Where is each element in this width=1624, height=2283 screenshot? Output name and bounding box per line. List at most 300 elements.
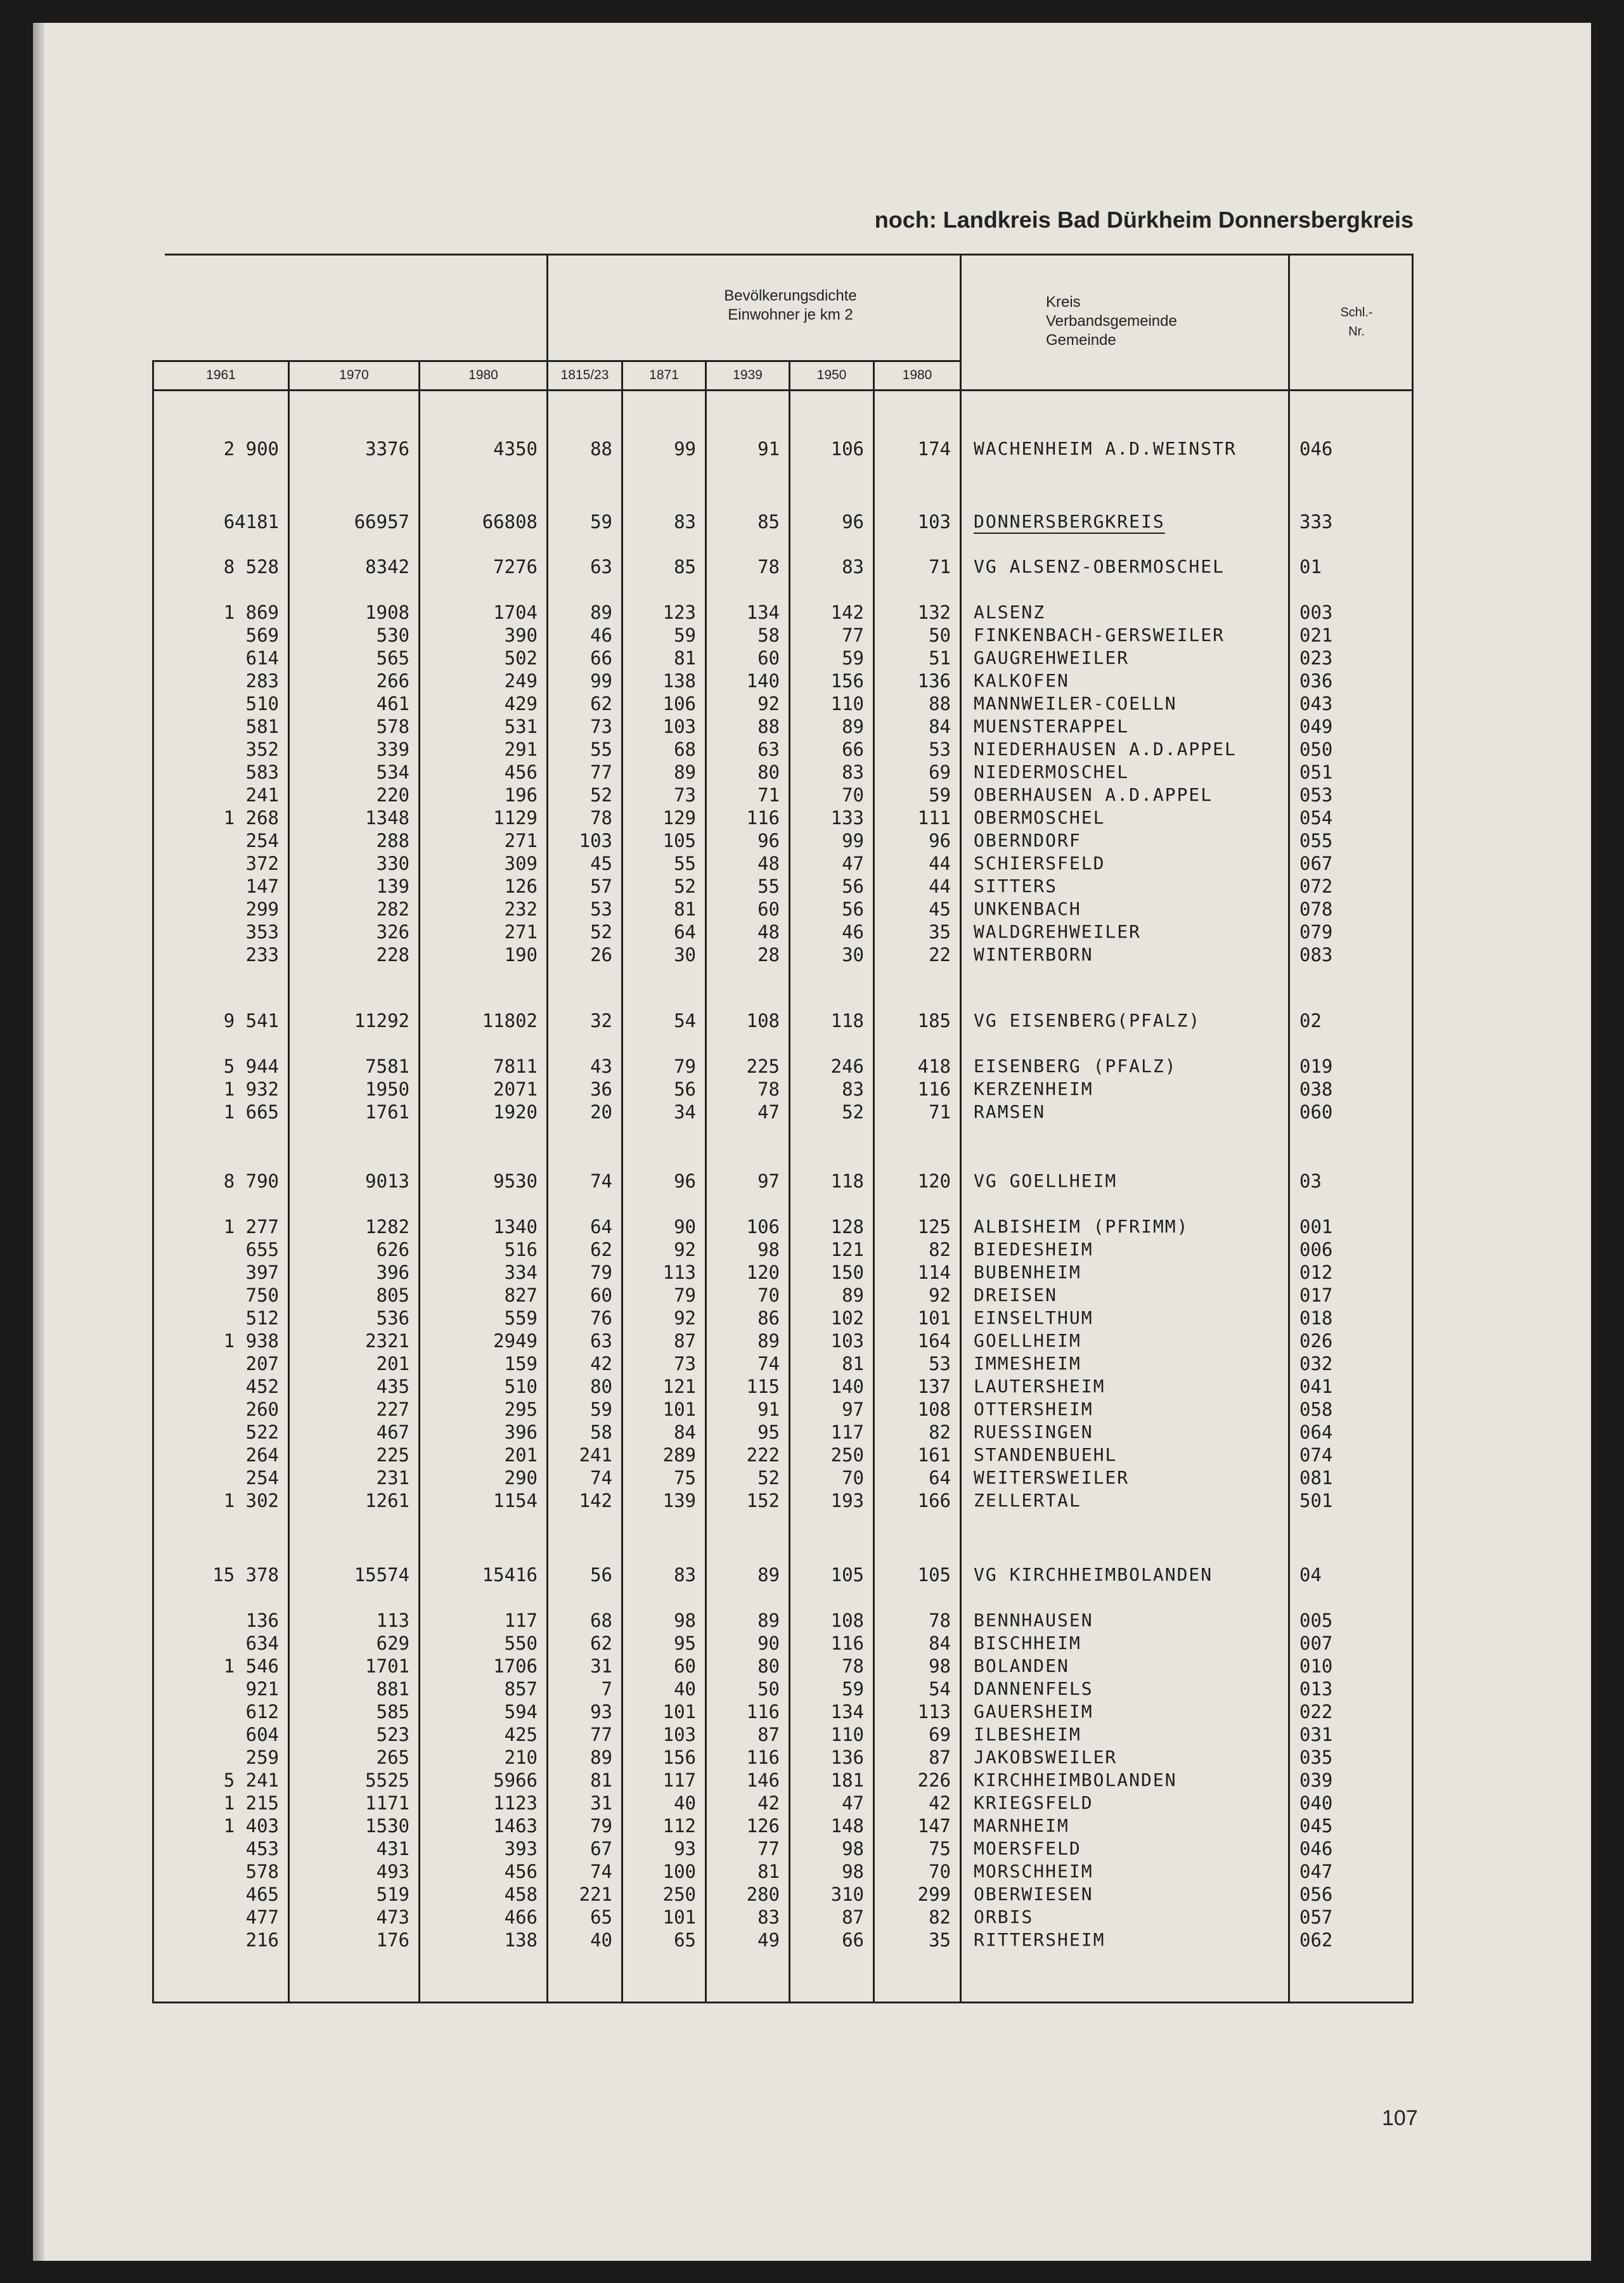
cell-d1980: 185 [917, 1010, 951, 1032]
table-row [0, 1837, 1624, 1860]
cell-nr: 079 [1299, 921, 1333, 943]
cell-d1980: 50 [929, 624, 951, 646]
cell-d1950: 128 [830, 1216, 864, 1238]
cell-p1980: 5966 [493, 1769, 538, 1791]
table-row [0, 555, 1624, 578]
cell-d1815: 74 [590, 1170, 612, 1192]
cell-p1980: 2949 [493, 1330, 538, 1352]
cell-d1871: 34 [674, 1101, 696, 1123]
cell-d1815: 221 [579, 1884, 612, 1905]
cell-d1939: 88 [757, 716, 780, 737]
cell-nr: 333 [1299, 511, 1333, 533]
running-header: noch: Landkreis Bad Dürkheim Donnersbergkreis [874, 207, 1414, 233]
cell-d1815: 93 [590, 1701, 612, 1723]
cell-nr: 046 [1299, 438, 1333, 460]
table-row [0, 1723, 1624, 1746]
cell-p1970: 493 [376, 1861, 409, 1882]
cell-nr: 078 [1299, 898, 1333, 920]
cell-d1815: 63 [590, 1330, 612, 1352]
cell-d1815: 43 [590, 1056, 612, 1077]
cell-d1815: 53 [590, 898, 612, 920]
table-row [0, 647, 1624, 669]
cell-p1970: 66957 [354, 511, 409, 533]
cell-d1871: 106 [662, 693, 696, 715]
cell-d1950: 70 [842, 784, 864, 806]
cell-p1961: 1 665 [223, 1101, 279, 1123]
cell-d1815: 74 [590, 1861, 612, 1882]
cell-d1871: 92 [674, 1239, 696, 1260]
year-1815-23: 1815/23 [560, 368, 609, 382]
cell-p1980: 393 [504, 1838, 538, 1859]
cell-p1980: 502 [504, 647, 538, 669]
cell-nr: 051 [1299, 761, 1333, 783]
cell-p1970: 1761 [365, 1101, 409, 1123]
cell-p1961: 477 [245, 1906, 279, 1928]
cell-p1961: 578 [245, 1861, 279, 1882]
cell-d1815: 62 [590, 1633, 612, 1654]
cell-d1939: 225 [746, 1056, 780, 1077]
cell-p1961: 510 [245, 693, 279, 715]
cell-d1939: 85 [757, 511, 780, 533]
cell-d1939: 152 [746, 1490, 780, 1511]
cell-d1815: 59 [590, 511, 612, 533]
cell-d1871: 101 [662, 1399, 696, 1420]
cell-d1980: 35 [929, 1929, 951, 1951]
cell-d1950: 52 [842, 1101, 864, 1123]
cell-p1970: 578 [376, 716, 409, 737]
cell-d1950: 97 [842, 1399, 864, 1420]
cell-name: VG KIRCHHEIMBOLANDEN [974, 1564, 1213, 1585]
cell-d1980: 78 [929, 1610, 951, 1631]
cell-d1871: 250 [662, 1884, 696, 1905]
cell-p1961: 260 [245, 1399, 279, 1420]
cell-name: GOELLHEIM [974, 1330, 1081, 1351]
cell-p1961: 397 [245, 1262, 279, 1283]
cell-p1980: 309 [504, 853, 538, 874]
cell-nr: 064 [1299, 1421, 1333, 1443]
cell-d1950: 140 [830, 1376, 864, 1397]
table-row [0, 1678, 1624, 1700]
cell-p1970: 339 [376, 739, 409, 760]
cell-d1871: 100 [662, 1861, 696, 1882]
cell-p1961: 655 [245, 1239, 279, 1260]
cell-nr: 04 [1299, 1564, 1322, 1586]
cell-nr: 083 [1299, 944, 1333, 966]
cell-d1980: 42 [929, 1792, 951, 1814]
year-1871: 1871 [649, 368, 679, 382]
cell-d1950: 46 [842, 921, 864, 943]
cell-d1871: 92 [674, 1307, 696, 1329]
cell-d1939: 90 [757, 1633, 780, 1654]
cell-d1815: 64 [590, 1216, 612, 1238]
cell-name: WACHENHEIM A.D.WEINSTR [974, 438, 1237, 459]
schl-header [1325, 303, 1388, 341]
cell-d1871: 79 [674, 1056, 696, 1077]
table-row [0, 875, 1624, 898]
cell-d1871: 289 [662, 1444, 696, 1466]
cell-d1980: 299 [917, 1884, 951, 1905]
cell-nr: 040 [1299, 1792, 1333, 1814]
cell-d1950: 98 [842, 1861, 864, 1882]
cell-p1961: 264 [245, 1444, 279, 1466]
cell-d1939: 86 [757, 1307, 780, 1329]
cell-nr: 021 [1299, 624, 1333, 646]
cell-d1950: 83 [842, 556, 864, 578]
table-row [0, 738, 1624, 761]
cell-nr: 055 [1299, 830, 1333, 851]
cell-d1871: 156 [662, 1747, 696, 1768]
cell-p1961: 9 541 [223, 1010, 279, 1032]
cell-nr: 060 [1299, 1101, 1333, 1123]
cell-d1871: 40 [674, 1792, 696, 1814]
cell-name: UNKENBACH [974, 898, 1081, 919]
cell-d1871: 101 [662, 1906, 696, 1928]
cell-d1980: 120 [917, 1170, 951, 1192]
cell-name: WEITERSWEILER [974, 1467, 1130, 1488]
cell-p1980: 196 [504, 784, 538, 806]
cell-nr: 032 [1299, 1353, 1333, 1374]
cell-p1980: 290 [504, 1467, 538, 1489]
cell-d1980: 59 [929, 784, 951, 806]
cell-d1980: 44 [929, 853, 951, 874]
cell-p1970: 629 [376, 1633, 409, 1654]
cell-p1980: 1154 [493, 1490, 538, 1511]
cell-p1970: 530 [376, 624, 409, 646]
table-row [0, 437, 1624, 460]
cell-d1815: 31 [590, 1655, 612, 1677]
cell-p1961: 353 [245, 921, 279, 943]
cell-p1961: 259 [245, 1747, 279, 1768]
cell-p1970: 1950 [365, 1078, 409, 1100]
cell-p1970: 396 [376, 1262, 409, 1283]
cell-d1871: 123 [662, 602, 696, 623]
cell-d1939: 78 [757, 1078, 780, 1100]
cell-p1980: 1340 [493, 1216, 538, 1238]
cell-d1815: 52 [590, 921, 612, 943]
cell-d1980: 164 [917, 1330, 951, 1352]
cell-p1980: 1706 [493, 1655, 538, 1677]
table-row [0, 1307, 1624, 1329]
cell-d1871: 68 [674, 739, 696, 760]
cell-d1950: 310 [830, 1884, 864, 1905]
cell-p1970: 536 [376, 1307, 409, 1329]
cell-d1950: 89 [842, 716, 864, 737]
cell-d1871: 112 [662, 1815, 696, 1837]
cell-p1980: 201 [504, 1444, 538, 1466]
table-row [0, 1632, 1624, 1655]
cell-d1950: 142 [830, 602, 864, 623]
cell-p1970: 201 [376, 1353, 409, 1374]
cell-d1980: 69 [929, 1724, 951, 1745]
cell-d1950: 193 [830, 1490, 864, 1511]
cell-p1980: 232 [504, 898, 538, 920]
table-row [0, 1700, 1624, 1723]
cell-d1871: 59 [674, 624, 696, 646]
cell-name: MORSCHHEIM [974, 1861, 1093, 1882]
cell-p1970: 266 [376, 670, 409, 692]
cell-p1961: 512 [245, 1307, 279, 1329]
table-row [0, 1792, 1624, 1814]
cell-d1871: 30 [674, 944, 696, 966]
cell-d1939: 28 [757, 944, 780, 966]
cell-d1815: 89 [590, 602, 612, 623]
cell-name: OBERHAUSEN A.D.APPEL [974, 784, 1213, 805]
cell-d1950: 99 [842, 830, 864, 851]
table-row [0, 829, 1624, 852]
cell-d1950: 134 [830, 1701, 864, 1723]
cell-name: DONNERSBERGKREIS [974, 511, 1165, 532]
cell-p1970: 288 [376, 830, 409, 851]
cell-d1871: 101 [662, 1701, 696, 1723]
cell-d1815: 103 [579, 830, 612, 851]
cell-nr: 041 [1299, 1376, 1333, 1397]
cell-p1980: 4350 [493, 438, 538, 460]
cell-name: NIEDERMOSCHEL [974, 761, 1130, 782]
table-row [0, 806, 1624, 829]
cell-d1939: 50 [757, 1678, 780, 1700]
cell-nr: 007 [1299, 1633, 1333, 1654]
table-row [0, 852, 1624, 875]
cell-p1980: 1920 [493, 1101, 538, 1123]
cell-d1871: 81 [674, 647, 696, 669]
cell-name: JAKOBSWEILER [974, 1747, 1118, 1768]
cell-p1961: 1 932 [223, 1078, 279, 1100]
cell-p1980: 456 [504, 1861, 538, 1882]
cell-d1980: 98 [929, 1655, 951, 1677]
year-1950: 1950 [816, 368, 847, 382]
cell-d1980: 92 [929, 1284, 951, 1306]
cell-d1939: 106 [746, 1216, 780, 1238]
kreis-header-line2: Verbandsgemeinde [1046, 313, 1177, 330]
cell-d1871: 117 [662, 1769, 696, 1791]
cell-p1980: 390 [504, 624, 538, 646]
cell-d1950: 102 [830, 1307, 864, 1329]
cell-nr: 006 [1299, 1239, 1333, 1260]
cell-d1871: 56 [674, 1078, 696, 1100]
cell-d1950: 96 [842, 511, 864, 533]
cell-d1950: 117 [830, 1421, 864, 1443]
cell-nr: 013 [1299, 1678, 1333, 1700]
cell-p1961: 583 [245, 761, 279, 783]
cell-p1980: 466 [504, 1906, 538, 1928]
schl-header-line2: Nr. [1348, 325, 1365, 339]
cell-d1871: 93 [674, 1838, 696, 1859]
cell-d1980: 226 [917, 1769, 951, 1791]
cell-nr: 003 [1299, 602, 1333, 623]
cell-d1871: 89 [674, 761, 696, 783]
cell-nr: 031 [1299, 1724, 1333, 1745]
cell-d1815: 76 [590, 1307, 612, 1329]
cell-nr: 046 [1299, 1838, 1333, 1859]
cell-d1950: 116 [830, 1633, 864, 1654]
cell-d1939: 78 [757, 556, 780, 578]
cell-nr: 501 [1299, 1490, 1333, 1511]
cell-name: VG GOELLHEIM [974, 1170, 1118, 1191]
cell-d1871: 83 [674, 511, 696, 533]
cell-p1961: 614 [245, 647, 279, 669]
cell-d1815: 20 [590, 1101, 612, 1123]
cell-name: RAMSEN [974, 1101, 1046, 1122]
schl-header-line1: Schl.- [1340, 306, 1373, 320]
cell-d1815: 68 [590, 1610, 612, 1631]
cell-p1980: 1463 [493, 1815, 538, 1837]
table-row [0, 1170, 1624, 1193]
table-row [0, 943, 1624, 966]
table-top-rule [165, 254, 1414, 255]
density-header-line2: Einwohner je km 2 [728, 306, 853, 323]
cell-d1980: 418 [917, 1056, 951, 1077]
cell-d1939: 74 [757, 1353, 780, 1374]
cell-p1980: 429 [504, 693, 538, 715]
cell-p1980: 117 [504, 1610, 538, 1631]
cell-p1961: 2 900 [223, 438, 279, 460]
cell-d1950: 103 [830, 1330, 864, 1352]
cell-d1871: 54 [674, 1010, 696, 1032]
table-row [0, 1284, 1624, 1307]
cell-d1939: 70 [757, 1284, 780, 1306]
cell-name: ALSENZ [974, 602, 1046, 623]
cell-d1980: 101 [917, 1307, 951, 1329]
cell-d1980: 113 [917, 1701, 951, 1723]
cell-d1980: 161 [917, 1444, 951, 1466]
cell-p1970: 519 [376, 1884, 409, 1905]
cell-d1950: 181 [830, 1769, 864, 1791]
cell-name: EINSELTHUM [974, 1307, 1093, 1328]
table-row [0, 1055, 1624, 1078]
cell-p1970: 139 [376, 876, 409, 897]
cell-d1950: 59 [842, 647, 864, 669]
cell-d1815: 73 [590, 716, 612, 737]
cell-d1980: 88 [929, 693, 951, 715]
cell-d1871: 81 [674, 898, 696, 920]
year-1939: 1939 [733, 368, 763, 382]
cell-p1980: 249 [504, 670, 538, 692]
cell-name: OTTERSHEIM [974, 1399, 1093, 1420]
cell-p1970: 473 [376, 1906, 409, 1928]
cell-d1939: 146 [746, 1769, 780, 1791]
cell-p1961: 254 [245, 830, 279, 851]
cell-p1980: 1129 [493, 807, 538, 829]
cell-p1961: 216 [245, 1929, 279, 1951]
cell-d1871: 60 [674, 1655, 696, 1677]
cell-p1961: 921 [245, 1678, 279, 1700]
cell-nr: 026 [1299, 1330, 1333, 1352]
cell-d1980: 70 [929, 1861, 951, 1882]
table-row [0, 1352, 1624, 1375]
cell-nr: 035 [1299, 1747, 1333, 1768]
cell-p1961: 372 [245, 853, 279, 874]
cell-d1980: 132 [917, 602, 951, 623]
cell-d1980: 75 [929, 1838, 951, 1859]
cell-d1815: 31 [590, 1792, 612, 1814]
kreis-header [1046, 293, 1274, 350]
cell-p1970: 534 [376, 761, 409, 783]
cell-p1980: 510 [504, 1376, 538, 1397]
cell-d1939: 42 [757, 1792, 780, 1814]
cell-d1939: 96 [757, 830, 780, 851]
cell-d1939: 89 [757, 1330, 780, 1352]
cell-p1980: 559 [504, 1307, 538, 1329]
cell-d1939: 48 [757, 921, 780, 943]
cell-d1980: 84 [929, 716, 951, 737]
cell-p1961: 452 [245, 1376, 279, 1397]
cell-p1980: 66808 [482, 511, 538, 533]
cell-nr: 02 [1299, 1010, 1322, 1032]
cell-d1980: 82 [929, 1906, 951, 1928]
cell-d1815: 42 [590, 1353, 612, 1374]
cell-p1970: 435 [376, 1376, 409, 1397]
cell-p1961: 233 [245, 944, 279, 966]
cell-d1939: 49 [757, 1929, 780, 1951]
cell-d1871: 40 [674, 1678, 696, 1700]
cell-d1939: 71 [757, 784, 780, 806]
cell-d1815: 67 [590, 1838, 612, 1859]
cell-p1961: 8 528 [223, 556, 279, 578]
cell-p1980: 550 [504, 1633, 538, 1654]
cell-p1980: 7276 [493, 556, 538, 578]
cell-d1871: 84 [674, 1421, 696, 1443]
cell-d1815: 80 [590, 1376, 612, 1397]
cell-p1980: 396 [504, 1421, 538, 1443]
cell-d1871: 129 [662, 807, 696, 829]
cell-name: STANDENBUEHL [974, 1444, 1118, 1465]
cell-p1961: 750 [245, 1284, 279, 1306]
cell-d1871: 73 [674, 1353, 696, 1374]
cell-p1970: 7581 [365, 1056, 409, 1077]
cell-d1950: 110 [830, 693, 864, 715]
cell-d1950: 66 [842, 1929, 864, 1951]
table-row [0, 1814, 1624, 1837]
cell-p1961: 136 [245, 1610, 279, 1631]
cell-d1980: 96 [929, 830, 951, 851]
cell-d1939: 60 [757, 647, 780, 669]
cell-d1939: 280 [746, 1884, 780, 1905]
cell-name: BIEDESHEIM [974, 1239, 1093, 1260]
cell-d1980: 114 [917, 1262, 951, 1283]
cell-d1939: 47 [757, 1101, 780, 1123]
cell-d1939: 80 [757, 761, 780, 783]
table-row [0, 510, 1624, 533]
cell-d1939: 140 [746, 670, 780, 692]
table-row [0, 669, 1624, 692]
table-row [0, 1398, 1624, 1421]
cell-name: KALKOFEN [974, 670, 1069, 691]
cell-p1970: 467 [376, 1421, 409, 1443]
table-row [0, 692, 1624, 715]
cell-d1815: 62 [590, 1239, 612, 1260]
cell-p1980: 456 [504, 761, 538, 783]
cell-p1970: 2321 [365, 1330, 409, 1352]
cell-d1939: 87 [757, 1724, 780, 1745]
cell-name: KIRCHHEIMBOLANDEN [974, 1769, 1177, 1790]
cell-name: OBERWIESEN [974, 1884, 1093, 1905]
cell-d1950: 98 [842, 1838, 864, 1859]
cell-p1970: 282 [376, 898, 409, 920]
cell-d1871: 98 [674, 1610, 696, 1631]
cell-nr: 03 [1299, 1170, 1322, 1192]
cell-p1961: 453 [245, 1838, 279, 1859]
cell-p1961: 1 869 [223, 602, 279, 623]
cell-d1980: 53 [929, 739, 951, 760]
cell-d1980: 35 [929, 921, 951, 943]
cell-p1980: 190 [504, 944, 538, 966]
cell-d1980: 53 [929, 1353, 951, 1374]
table-row [0, 624, 1624, 647]
cell-p1970: 11292 [354, 1010, 409, 1032]
cell-nr: 043 [1299, 693, 1333, 715]
cell-p1961: 581 [245, 716, 279, 737]
cell-p1961: 465 [245, 1884, 279, 1905]
